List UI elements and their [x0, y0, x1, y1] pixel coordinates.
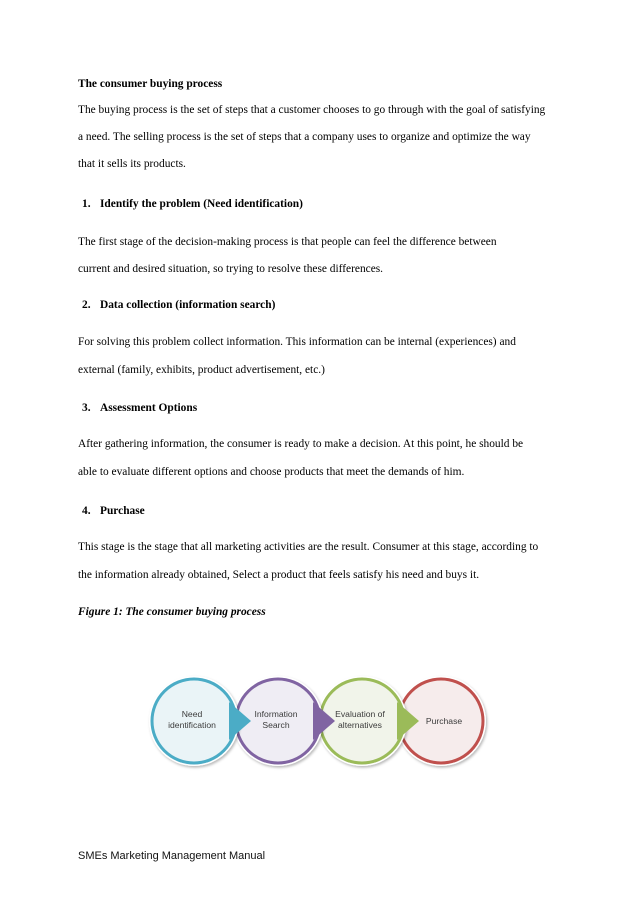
step-2-number: 2.: [82, 299, 91, 311]
step-1-line-2: current and desired situation, so trying to resolve these differences.: [78, 263, 384, 275]
step-4-title: Purchase: [100, 505, 145, 517]
step-2-title: Data collection (information search): [100, 299, 276, 311]
step-4-number: 4.: [82, 505, 91, 517]
section-title: The consumer buying process: [78, 78, 223, 90]
step-4-line-2: the information already obtained, Select a product that feels satisfy his need and buys it.: [78, 569, 480, 581]
stage-information-search-label-line2: Search: [262, 720, 290, 730]
step-3-number: 3.: [82, 402, 91, 414]
step-4-line-1: This stage is the stage that all marketing activities are the result. Consumer at this stage, according to: [78, 541, 539, 553]
step-3-line-2: able to evaluate different options and choose products that meet the demands of him.: [78, 466, 465, 478]
page-footer: SMEs Marketing Management Manual: [78, 850, 266, 862]
step-2-line-2: external (family, exhibits, product advertisement, etc.): [78, 364, 325, 376]
step-1-title: Identify the problem (Need identification): [100, 198, 303, 210]
step-2-line-1: For solving this problem collect information. This information can be internal (experiences) and: [78, 336, 516, 348]
step-3-line-1: After gathering information, the consumer is ready to make a decision. At this point, he should be: [78, 438, 524, 450]
buying-process-diagram: [140, 672, 500, 772]
figure-caption: Figure 1: The consumer buying process: [78, 606, 266, 618]
step-1-line-1: The first stage of the decision-making process is that people can feel the difference between: [78, 236, 497, 248]
stage-evaluation-label-line1: Evaluation of: [335, 709, 385, 719]
step-1-number: 1.: [82, 198, 91, 210]
stage-purchase-label: Purchase: [425, 716, 463, 726]
intro-line-2: a need. The selling process is the set of steps that a company uses to organize and optimize the way: [78, 131, 531, 143]
stage-need-identification-label-line2: identification: [168, 720, 216, 730]
stage-evaluation-label-line2: alternatives: [338, 720, 382, 730]
stage-need-identification: [149, 676, 251, 766]
stage-need-identification-label-line1: Need: [181, 709, 203, 719]
step-3-title: Assessment Options: [100, 402, 198, 414]
stage-information-search-label-line1: Information: [254, 709, 298, 719]
intro-line-3: that it sells its products.: [78, 158, 186, 170]
intro-line-1: The buying process is the set of steps that a customer chooses to go through with the goal of satisfying: [78, 104, 546, 116]
